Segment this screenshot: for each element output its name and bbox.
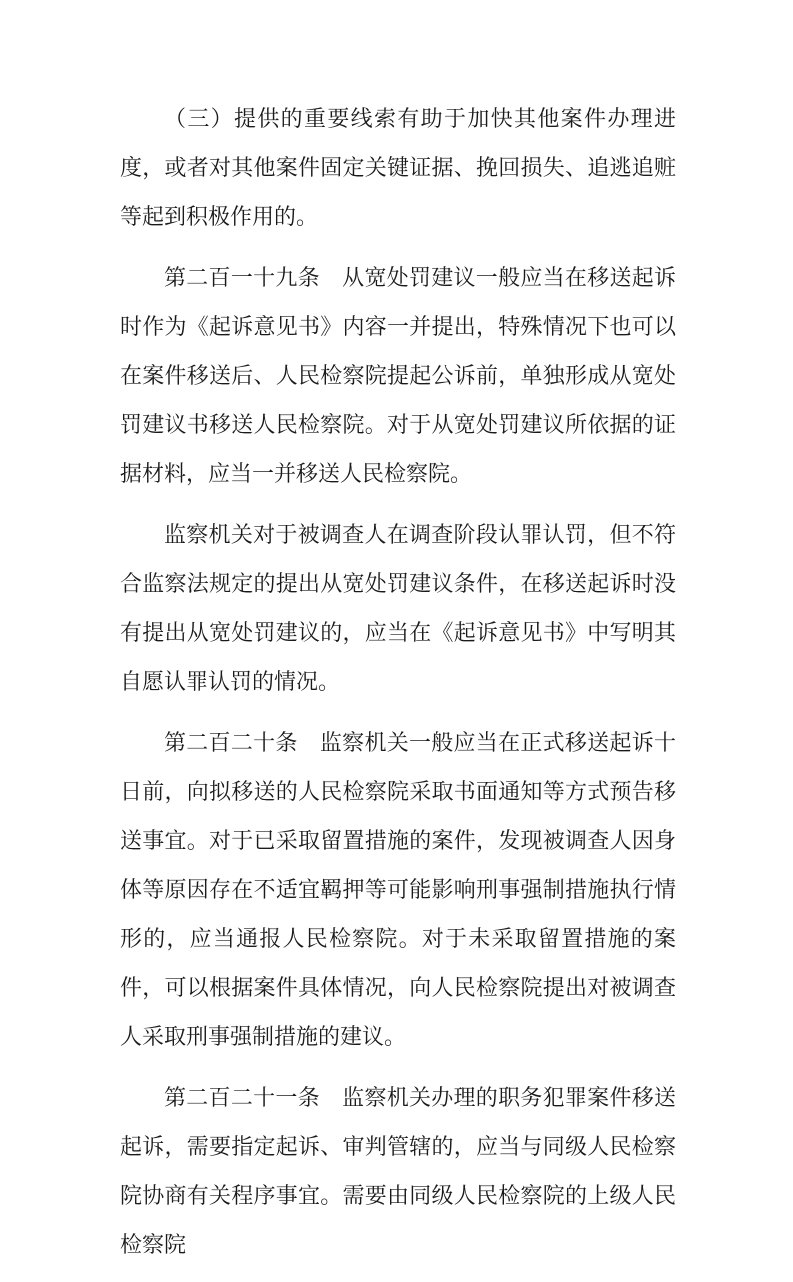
paragraph-article-219: 第二百一十九条 从宽处罚建议一般应当在移送起诉时作为《起诉意见书》内容一并提出，特殊情况下也可以在案件移送后、人民检察院提起公诉前，单独形成从宽处罚建议书移送人民检察院。对于从宽处罚建议所依据的证据材料，应当一并移送人民检察院。	[120, 266, 676, 487]
paragraph-item-3-clause: （三）提供的重要线索有助于加快其他案件办理进度，或者对其他案件固定关键证据、挽回损失、追逃追赃等起到积极作用的。	[120, 107, 676, 230]
document-body	[120, 95, 676, 1282]
paragraph-article-221: 第二百二十一条 监察机关办理的职务犯罪案件移送起诉，需要指定起诉、审判管辖的，应当与同级人民检察院协商有关程序事宜。需要由同级人民检察院的上级人民检察院	[120, 1086, 676, 1258]
paragraph-article-219-supplement: 监察机关对于被调查人在调查阶段认罪认罚，但不符合监察法规定的提出从宽处罚建议条件，在移送起诉时没有提出从宽处罚建议的，应当在《起诉意见书》中写明其自愿认罪认罚的情况。	[120, 523, 676, 695]
paragraph-article-220: 第二百二十条 监察机关一般应当在正式移送起诉十日前，向拟移送的人民检察院采取书面通知等方式预告移送事宜。对于已采取留置措施的案件，发现被调查人因身体等原因存在不适宜羁押等可能影响刑事强制措施执行情形的，应当通报人民检察院。对于未采取留置措施的案件，可以根据案件具体情况，向人民检察院提出对被调查人采取刑事强制措施的建议。	[120, 731, 676, 1050]
